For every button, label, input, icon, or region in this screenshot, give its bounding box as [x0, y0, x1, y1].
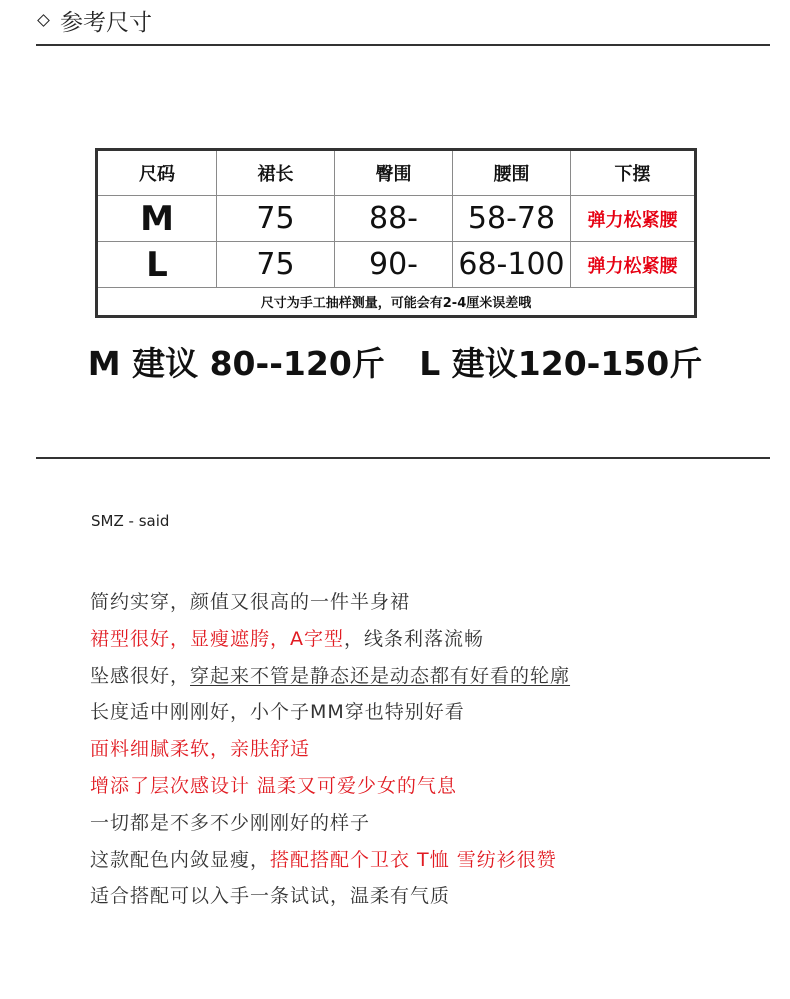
description-line [90, 882, 570, 919]
size-table [95, 148, 697, 318]
description-text: 搭配搭配个卫衣 T恤 雪纺衫很赞 [270, 848, 557, 871]
description-line [90, 846, 570, 883]
description-line [90, 735, 570, 772]
hip-cell: 88- [335, 196, 453, 242]
top-divider [36, 44, 770, 46]
length-cell: 75 [217, 196, 335, 242]
table-note: 尺寸为手工抽样测量，可能会有2-4厘米误差哦 [97, 288, 696, 317]
description-text: 面料细腻柔软，亲肤舒适 [90, 738, 311, 761]
hem-cell: 弹力松紧腰 [571, 196, 696, 242]
header-waist: 腰围 [453, 150, 571, 196]
brand-label: SMZ - said [91, 512, 170, 530]
description-text: 增添了层次感设计 温柔又可爱少女的气息 [90, 774, 458, 797]
description-text: 穿起来不管是静态还是动态都有好看的轮廓 [190, 664, 571, 687]
table-header-row [97, 150, 696, 196]
waist-cell: 68-100 [453, 242, 571, 288]
description-text: 裙型很好，显瘦遮胯，A字型 [90, 627, 344, 650]
description-line [90, 662, 570, 699]
size-cell: L [97, 242, 217, 288]
header-length: 裙长 [217, 150, 335, 196]
description-text: 坠感很好， [90, 664, 191, 687]
length-cell: 75 [217, 242, 335, 288]
middle-divider [36, 457, 770, 459]
description-text: 简约实穿，颜值又很高的一件半身裙 [90, 591, 411, 613]
description-list [90, 588, 570, 919]
hip-cell: 90- [335, 242, 453, 288]
table-note-row [97, 288, 696, 317]
header-size: 尺码 [97, 150, 217, 196]
section-header [36, 6, 152, 34]
waist-cell: 58-78 [453, 196, 571, 242]
description-line [90, 809, 570, 846]
description-text: 长度适中刚刚好，小个子MM穿也特别好看 [90, 701, 465, 724]
description-line [90, 588, 570, 625]
diamond-icon [37, 14, 50, 27]
description-line [90, 698, 570, 735]
description-text: 适合搭配可以入手一条试试，温柔有气质 [90, 885, 451, 908]
section-title: 参考尺寸 [60, 9, 152, 36]
size-cell: M [97, 196, 217, 242]
header-hem: 下摆 [571, 150, 696, 196]
description-text: 一切都是不多不少刚刚好的样子 [90, 811, 371, 834]
table-row [97, 242, 696, 288]
table-row [97, 196, 696, 242]
header-hip: 臀围 [335, 150, 453, 196]
size-recommendation: M 建议 80--120斤 L 建议120-150斤 [87, 344, 703, 383]
description-line [90, 625, 570, 662]
description-text: 这款配色内敛显瘦， [90, 848, 271, 871]
hem-cell: 弹力松紧腰 [571, 242, 696, 288]
description-line [90, 772, 570, 809]
description-text: ，线条利落流畅 [344, 627, 485, 650]
